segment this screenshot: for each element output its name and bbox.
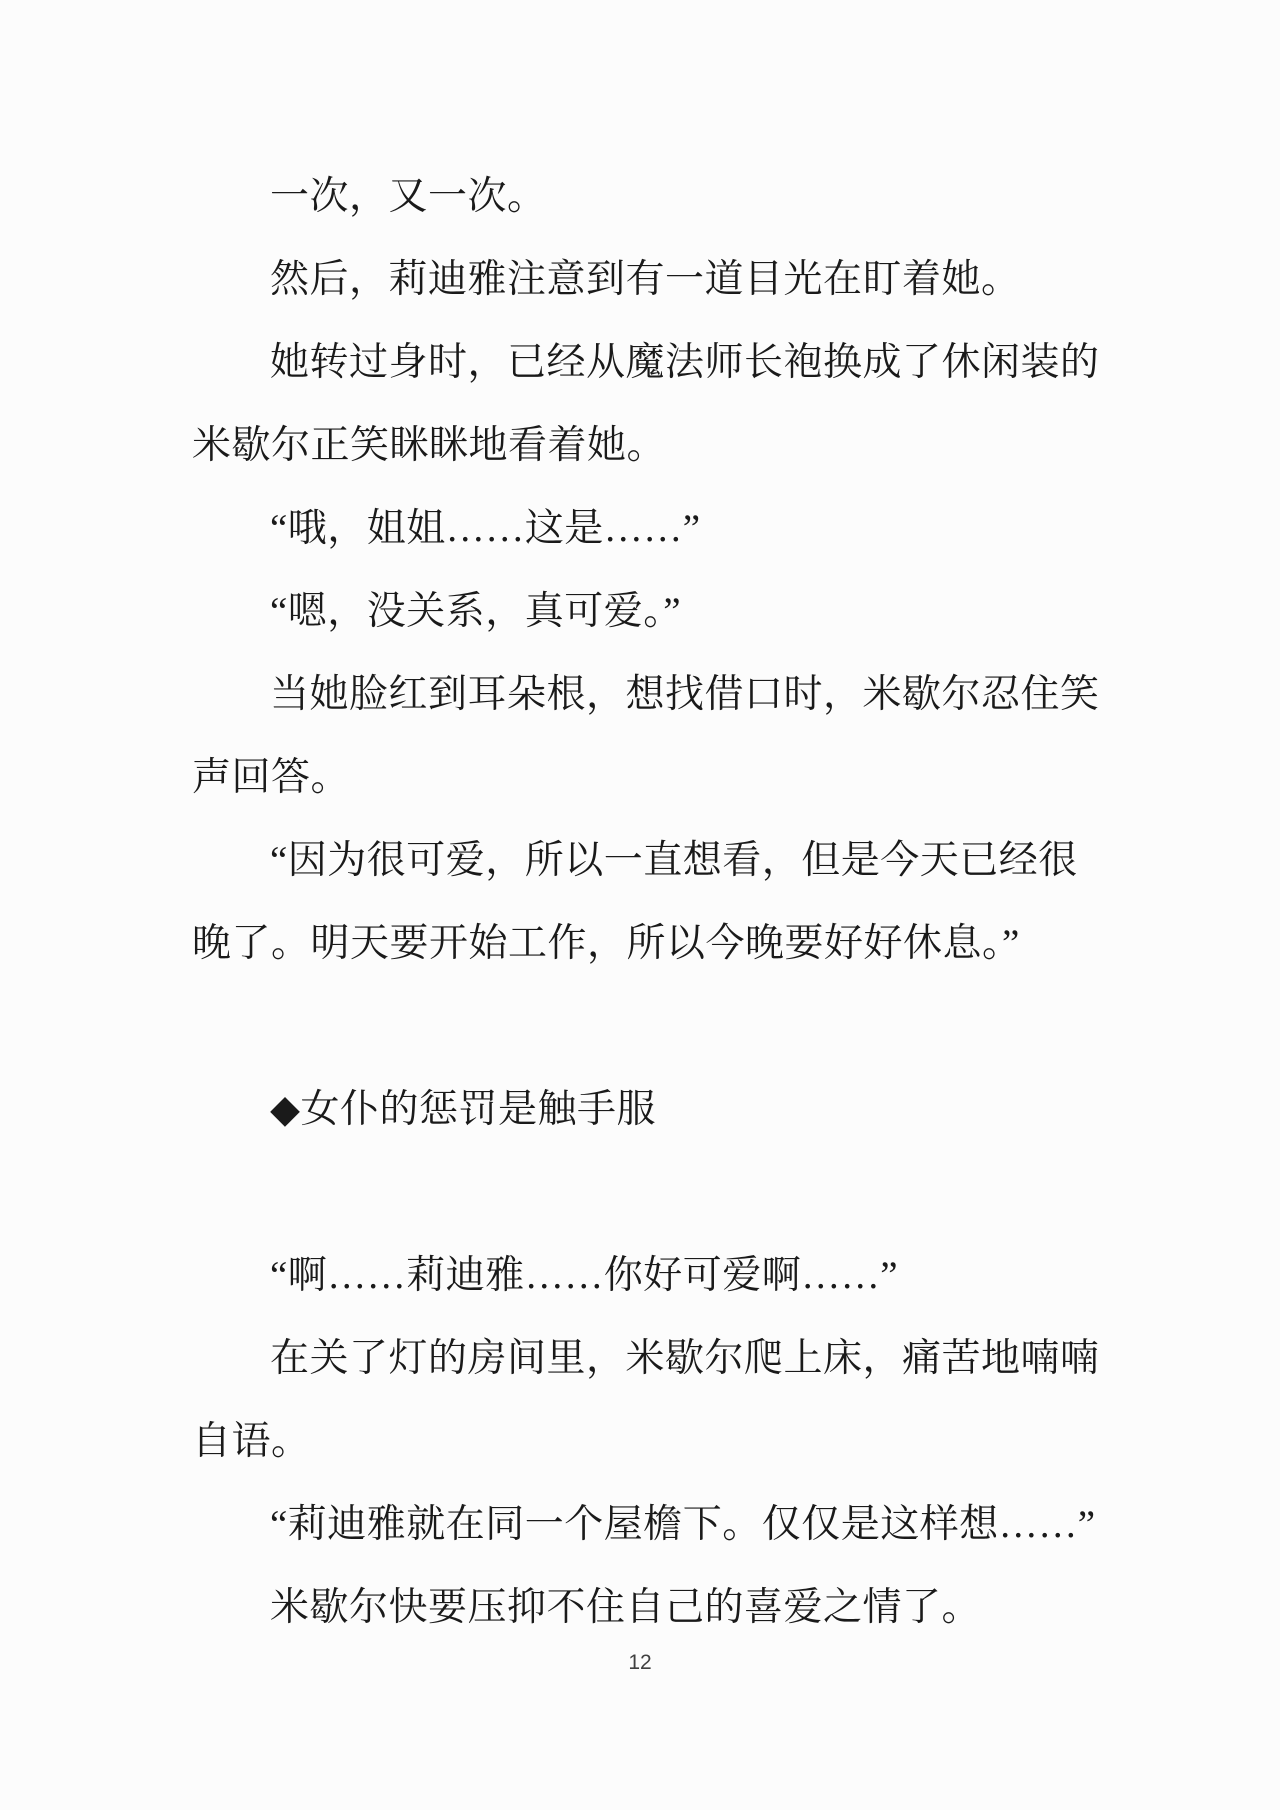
text-line: 然后，莉迪雅注意到有一道目光在盯着她。 [270, 258, 1021, 301]
text-line: 一次，又一次。 [270, 175, 547, 218]
page-number: 12 [628, 1651, 652, 1674]
blank-line [192, 985, 1094, 1068]
text-line: 在关了灯的房间里，米歇尔爬上床，痛苦地喃喃 [270, 1337, 1100, 1380]
text-line: “因为很可爱，所以一直想看，但是今天已经很 [270, 839, 1078, 882]
text-line: 当她脸红到耳朵根，想找借口时，米歇尔忍住笑 [270, 673, 1100, 716]
text-line: “啊……莉迪雅……你好可爱啊……” [270, 1254, 899, 1297]
blank-line [192, 1151, 1094, 1234]
text-line: 晚了。明天要开始工作，所以今晚要好好休息。” [192, 922, 1020, 965]
text-line: “莉迪雅就在同一个屋檐下。仅仅是这样想……” [270, 1503, 1096, 1546]
text-line: 声回答。 [192, 756, 351, 799]
page-text-body [192, 155, 1100, 1649]
text-line: 米歇尔快要压抑不住自己的喜爱之情了。 [270, 1586, 982, 1629]
text-line: “嗯，没关系，真可爱。” [270, 590, 682, 633]
text-line: “哦，姐姐……这是……” [270, 507, 701, 550]
text-line: 米歇尔正笑眯眯地看着她。 [192, 424, 667, 467]
text-line: 她转过身时，已经从魔法师长袍换成了休闲装的 [270, 341, 1100, 384]
text-line: 自语。 [192, 1420, 311, 1463]
section-heading: ◆女仆的惩罚是触手服 [270, 1088, 656, 1131]
